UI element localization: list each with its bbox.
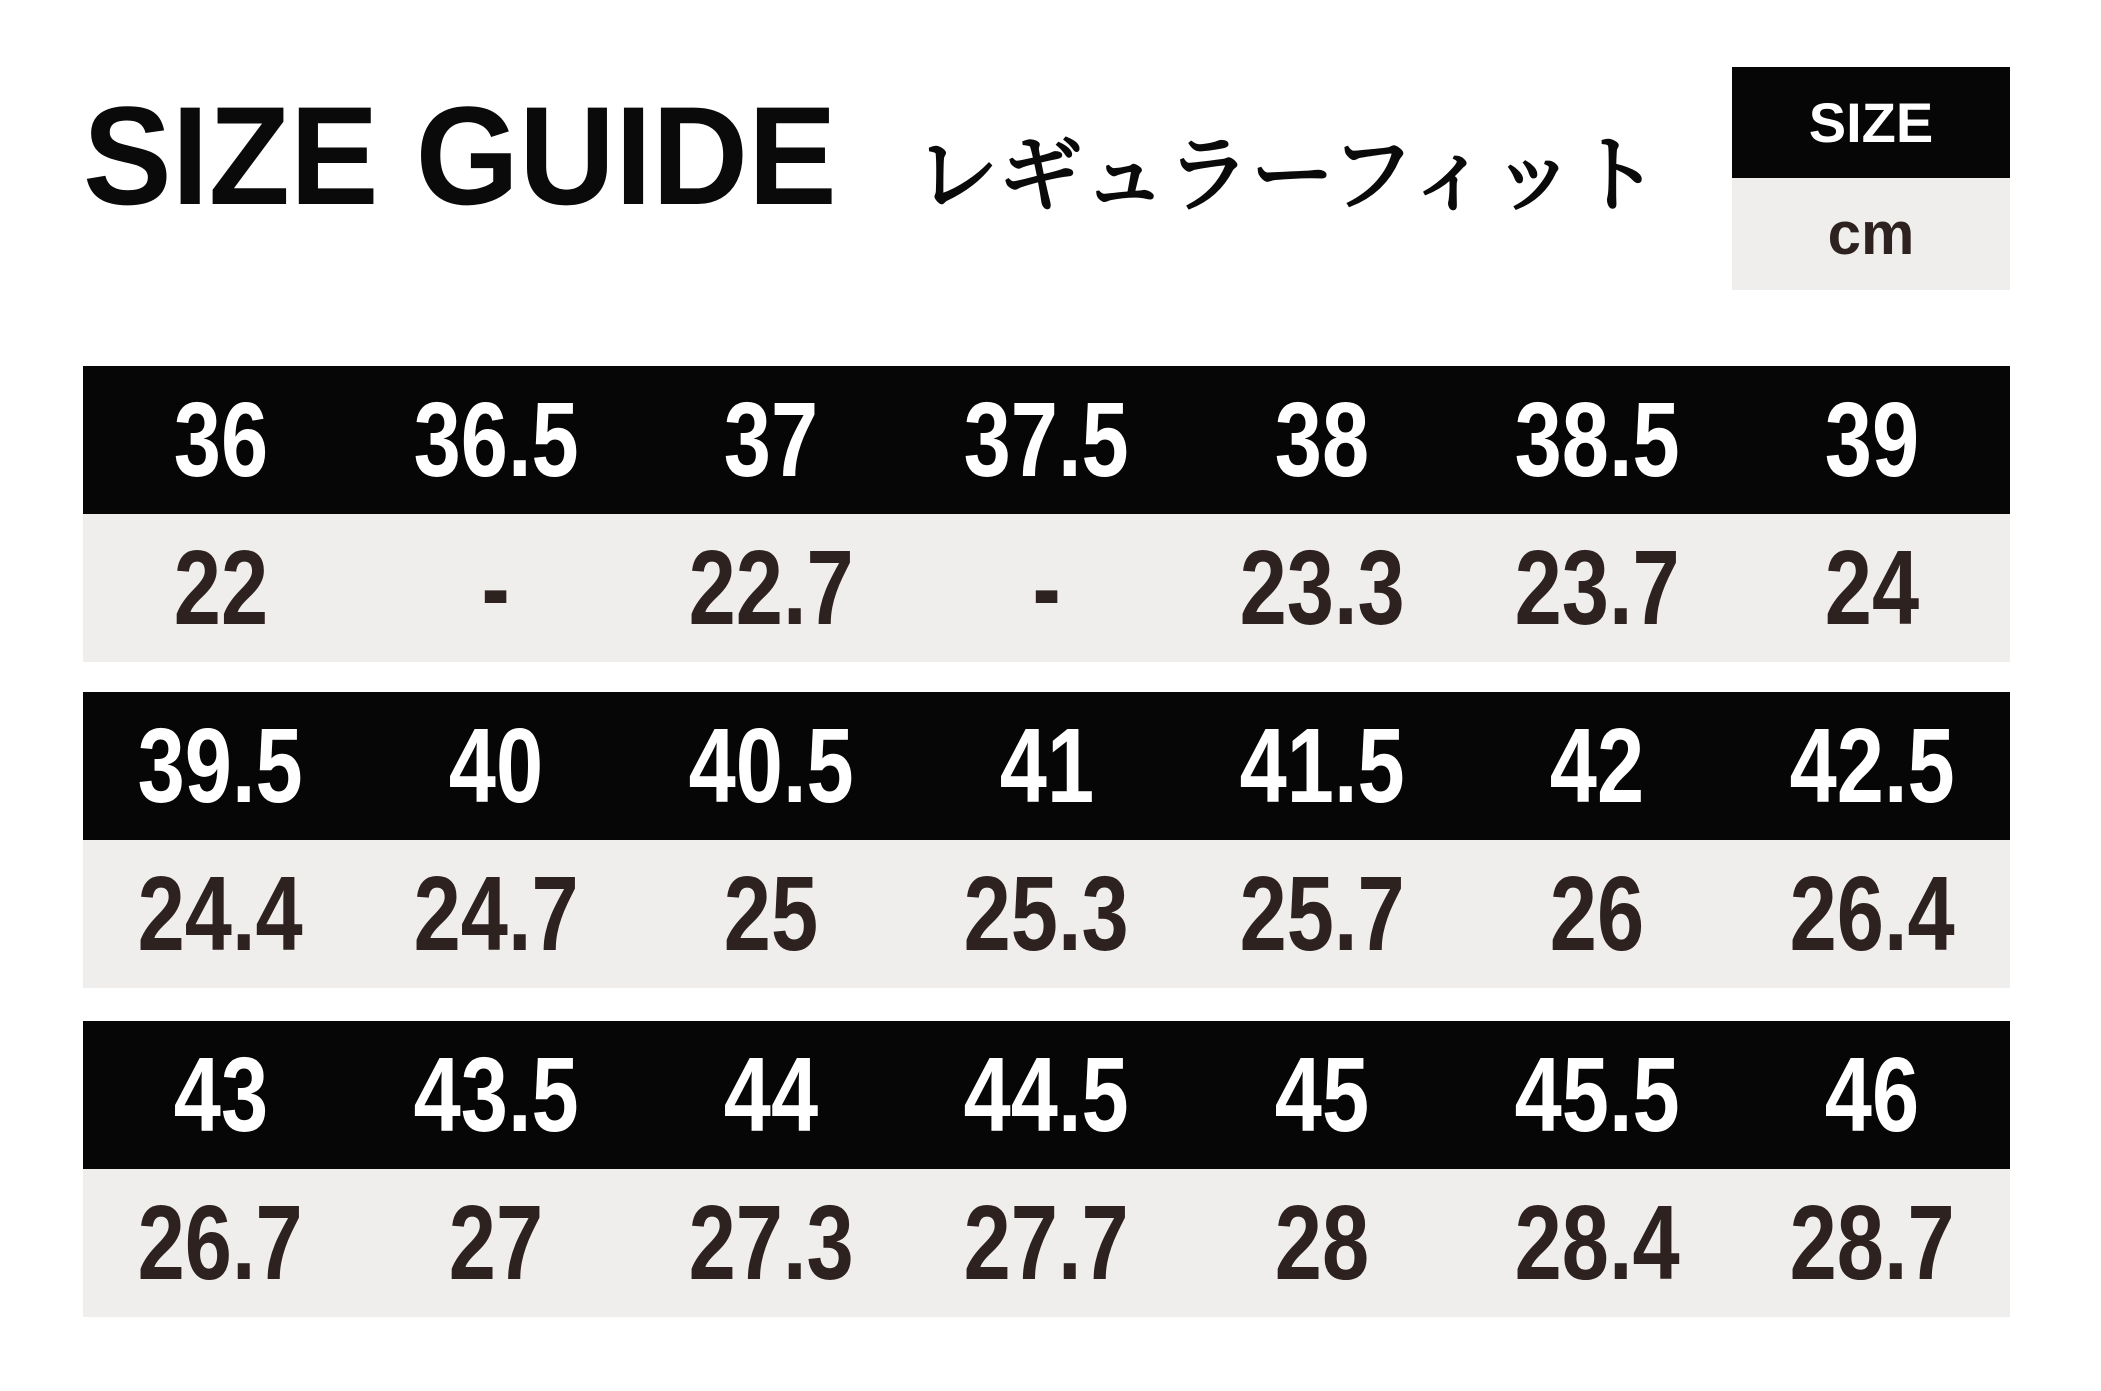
size-row-group [83,1021,2010,1317]
size-cell [1459,1021,1734,1169]
cm-cell [1735,514,2010,662]
size-cell [1735,366,2010,514]
size-cell [358,366,633,514]
size-cell-value: 43.5 [413,1036,579,1154]
size-row [83,1021,2010,1169]
size-row-group [83,692,2010,988]
size-row-group [83,366,2010,662]
cm-cell-value: 24.4 [138,855,304,973]
cm-cell-value: 25.7 [1239,855,1405,973]
cm-cell-value: 24 [1825,529,1920,647]
size-cell-value: 41 [999,707,1094,825]
cm-cell-value: 28.4 [1514,1184,1680,1302]
page-title: SIZE GUIDE [83,77,837,234]
cm-cell [358,1169,633,1317]
size-cell-value: 38.5 [1514,381,1680,499]
cm-cell [1184,1169,1459,1317]
size-cell-value: 37.5 [963,381,1130,499]
cm-cell [909,1169,1184,1317]
size-cell [83,366,358,514]
cm-cell [634,514,909,662]
size-cell-value: 37 [724,381,819,499]
size-cell-value: 44 [724,1036,819,1154]
cm-cell-value: 27.7 [963,1184,1130,1302]
size-cell-value: 46 [1825,1036,1920,1154]
cm-cell-value: 25.3 [963,855,1130,973]
size-cell [1184,1021,1459,1169]
cm-cell [909,514,1184,662]
cm-cell-value: 28.7 [1789,1184,1955,1302]
size-cell-value: 39.5 [138,707,304,825]
size-cell-value: 43 [173,1036,268,1154]
size-cell [1735,692,2010,840]
size-cell-value: 38 [1274,381,1369,499]
size-cell [1184,366,1459,514]
cm-cell-value: 27.3 [688,1184,854,1302]
size-cell [634,1021,909,1169]
cm-cell [634,1169,909,1317]
size-cell [909,1021,1184,1169]
size-header-box [1732,67,2010,178]
size-cell-value: 42.5 [1789,707,1955,825]
cm-unit-box [1732,178,2010,290]
cm-cell [83,1169,358,1317]
cm-unit-label: cm [1827,200,1915,267]
size-cell-value: 40.5 [688,707,854,825]
cm-cell-value: 24.7 [413,855,579,973]
size-cell [1459,366,1734,514]
size-cell [909,692,1184,840]
cm-cell-value: 22.7 [688,529,854,647]
cm-cell [358,514,633,662]
size-cell [1459,692,1734,840]
size-cell [1735,1021,2010,1169]
size-cell [358,692,633,840]
size-cell-value: 36 [173,381,268,499]
size-cell-value: 44.5 [963,1036,1130,1154]
size-cell-value: 45.5 [1514,1036,1680,1154]
size-cell [358,1021,633,1169]
cm-cell-value: - [481,529,511,647]
page-subtitle: レギュラーフィット [914,126,1660,224]
cm-cell-value: 26 [1549,855,1645,973]
cm-cell [1735,840,2010,988]
legend [1732,67,2010,290]
cm-cell [83,840,358,988]
cm-cell-value: 23.3 [1239,529,1405,647]
size-cell [1184,692,1459,840]
cm-cell [1459,1169,1734,1317]
size-row [83,366,2010,514]
cm-cell [1735,1169,2010,1317]
cm-cell-value: 23.7 [1514,529,1680,647]
cm-cell [1459,514,1734,662]
size-header-label: SIZE [1808,90,1934,154]
size-cell [83,1021,358,1169]
size-row [83,692,2010,840]
cm-cell [1184,514,1459,662]
header [83,77,1660,234]
cm-row [83,1169,2010,1317]
cm-cell [1459,840,1734,988]
size-cell-value: 40 [448,707,544,825]
cm-cell [634,840,909,988]
size-cell [634,366,909,514]
cm-cell [358,840,633,988]
size-cell-value: 39 [1825,381,1920,499]
size-cell-value: 41.5 [1239,707,1405,825]
cm-cell-value: 28 [1274,1184,1369,1302]
size-cell-value: 45 [1274,1036,1369,1154]
size-cell-value: 36.5 [413,381,579,499]
cm-cell-value: 22 [173,529,268,647]
cm-cell [1184,840,1459,988]
cm-cell-value: 27 [448,1184,544,1302]
size-cell-value: 42 [1549,707,1645,825]
cm-cell [909,840,1184,988]
size-cell [909,366,1184,514]
cm-cell-value: 26.7 [138,1184,304,1302]
cm-row [83,514,2010,662]
cm-cell-value: - [1032,529,1061,647]
cm-cell-value: 25 [724,855,819,973]
cm-cell [83,514,358,662]
cm-row [83,840,2010,988]
size-cell [634,692,909,840]
size-cell [83,692,358,840]
cm-cell-value: 26.4 [1789,855,1955,973]
